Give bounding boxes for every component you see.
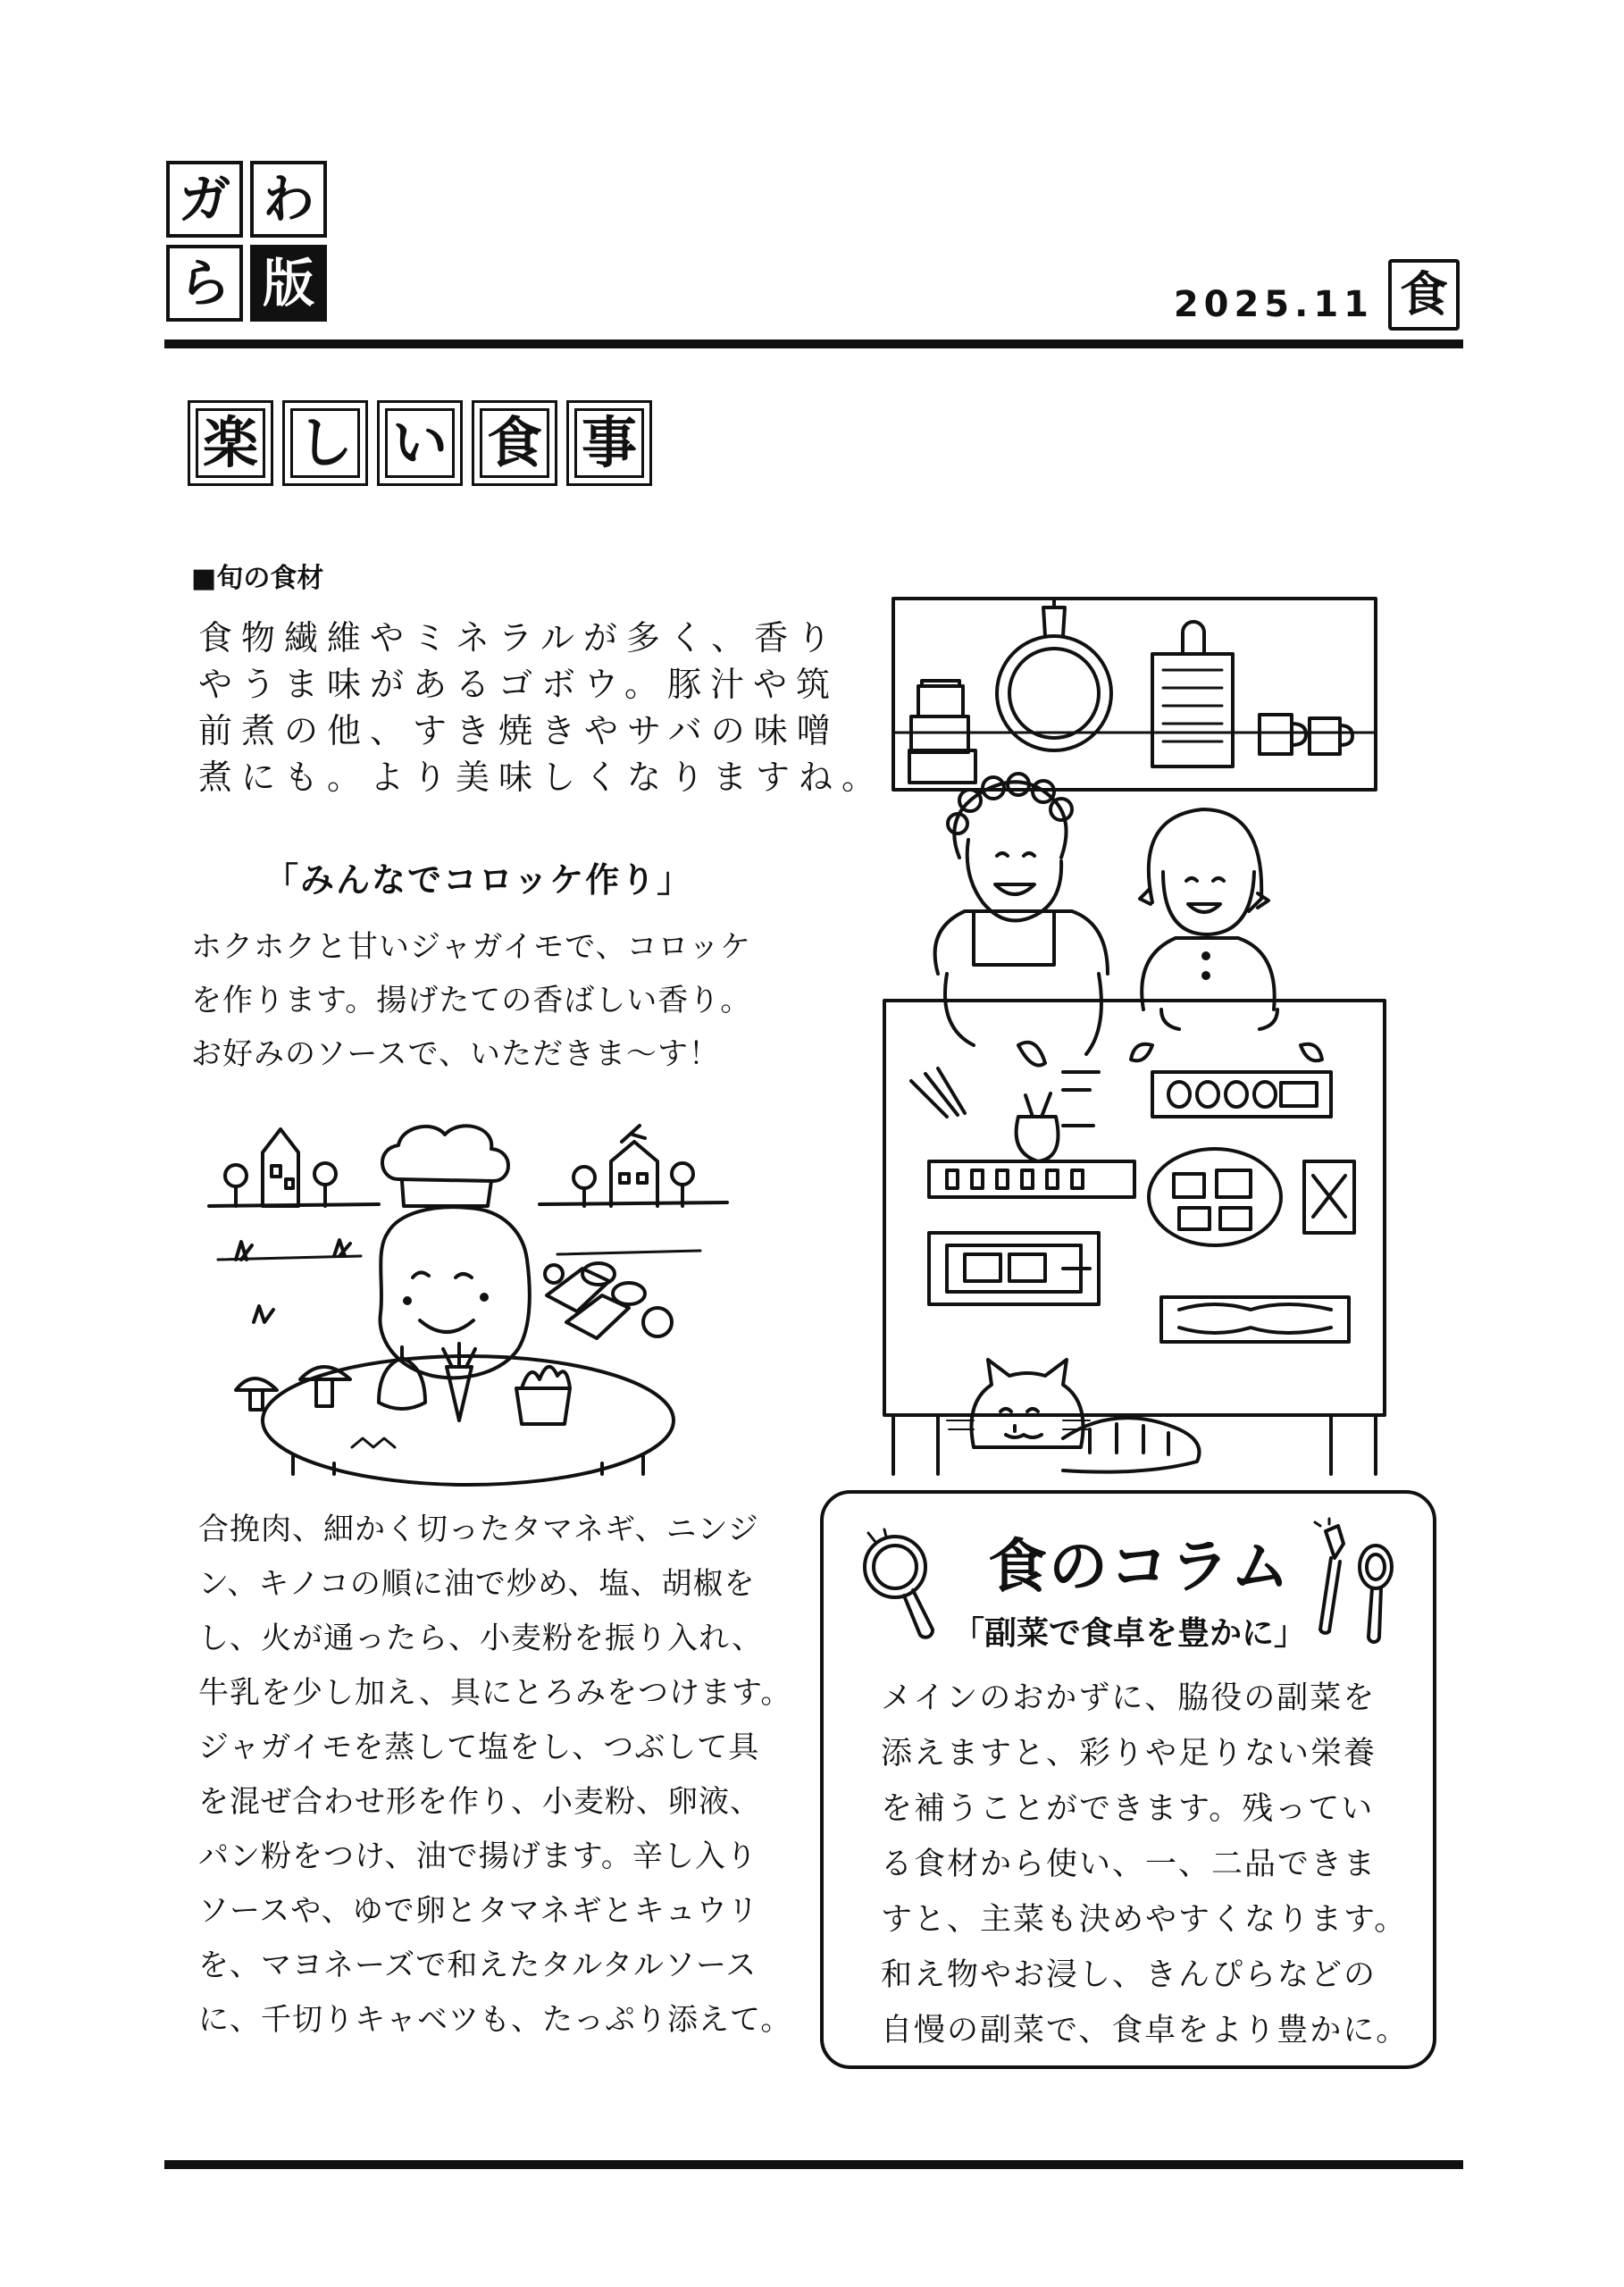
- title-char: 事: [574, 408, 644, 478]
- text-line: を作ります。揚げたての香ばしい香り。: [191, 983, 752, 1018]
- logo-char: ら: [166, 245, 243, 322]
- text-line: 牛乳を少し加え、具にとろみをつけます。: [198, 1675, 792, 1711]
- frying-pan-icon: [859, 1529, 949, 1646]
- text-line: お好みのソースで、いただきま〜す！: [191, 1036, 720, 1072]
- text-line: 添えますと、彩りや足りない栄養: [881, 1736, 1377, 1772]
- column-title: 食のコラム: [988, 1532, 1292, 1601]
- text-line: 煮にも。より美味しくなりますね。: [198, 758, 885, 797]
- bottom-divider: [164, 2160, 1463, 2169]
- page-title: [188, 400, 652, 486]
- title-char: 食: [480, 408, 549, 478]
- text-line: を、マヨネーズで和えたタルタルソース: [198, 1948, 758, 1983]
- text-line: 合挽肉、細かく切ったタマネギ、ニンジ: [198, 1512, 759, 1547]
- text-line: る食材から使い、一、二品できま: [881, 1847, 1377, 1882]
- title-char: い: [385, 408, 455, 478]
- logo-char: わ: [250, 161, 327, 238]
- top-divider: [164, 339, 1463, 348]
- croquette-title: 「みんなでコロッケ作り」: [264, 860, 693, 900]
- title-box: [472, 400, 557, 486]
- text-line: 和え物やお浸し、きんぴらなどの: [881, 1957, 1377, 1993]
- text-line: 前煮の他、すき焼きやサバの味噌: [198, 711, 840, 750]
- title-char: し: [290, 408, 360, 478]
- logo-char: ガ: [166, 161, 243, 238]
- text-line: 食物繊維やミネラルが多く、香り: [198, 618, 841, 658]
- text-line: 自慢の副菜で、食卓をより豊かに。: [881, 2013, 1410, 2048]
- column-body: [881, 1671, 1409, 2058]
- text-line: ソースや、ゆで卵とタマネギとキュウリ: [198, 1893, 759, 1929]
- title-char: 楽: [196, 408, 265, 478]
- seasonal-text: [198, 615, 885, 800]
- text-line: やうま味があるゴボウ。豚汁や筑: [198, 665, 839, 704]
- text-line: すと、主菜も決めやすくなります。: [881, 1902, 1408, 1938]
- utensils-icon: [1306, 1522, 1404, 1647]
- text-line: を補うことができます。残ってい: [881, 1791, 1375, 1827]
- issue-date: 2025.11: [1173, 284, 1374, 325]
- text-line: を混ぜ合わせ形を作り、小麦粉、卵液、: [198, 1784, 761, 1820]
- title-box: [188, 400, 273, 486]
- logo-char: 版: [250, 245, 327, 322]
- title-box: [566, 400, 652, 486]
- text-line: し、火が通ったら、小麦粉を振り入れ、: [198, 1621, 764, 1656]
- newsletter-logo: [166, 161, 327, 322]
- text-line: ン、キノコの順に油で炒め、塩、胡椒を: [198, 1566, 756, 1602]
- text-line: パン粉をつけ、油で揚げます。辛し入り: [198, 1839, 758, 1874]
- kitchen-cooking-illustration: [884, 590, 1385, 1474]
- text-line: ホクホクと甘いジャガイモで、コロッケ: [191, 929, 751, 965]
- seasonal-heading: ■旬の食材: [191, 563, 324, 594]
- column-subtitle: 「副菜で食卓を豊かに」: [952, 1615, 1307, 1652]
- text-line: メインのおかずに、脇役の副菜を: [881, 1680, 1377, 1716]
- title-box: [377, 400, 463, 486]
- croquette-recipe: [198, 1503, 791, 2048]
- croquette-chef-illustration: [200, 1099, 736, 1474]
- title-box: [282, 400, 368, 486]
- text-line: ジャガイモを蒸して塩をし、つぶして具: [198, 1730, 760, 1765]
- croquette-intro: [191, 920, 751, 1081]
- category-mark: 食: [1388, 259, 1460, 331]
- text-line: に、千切りキャベツも、たっぷり添えて。: [198, 2002, 792, 2038]
